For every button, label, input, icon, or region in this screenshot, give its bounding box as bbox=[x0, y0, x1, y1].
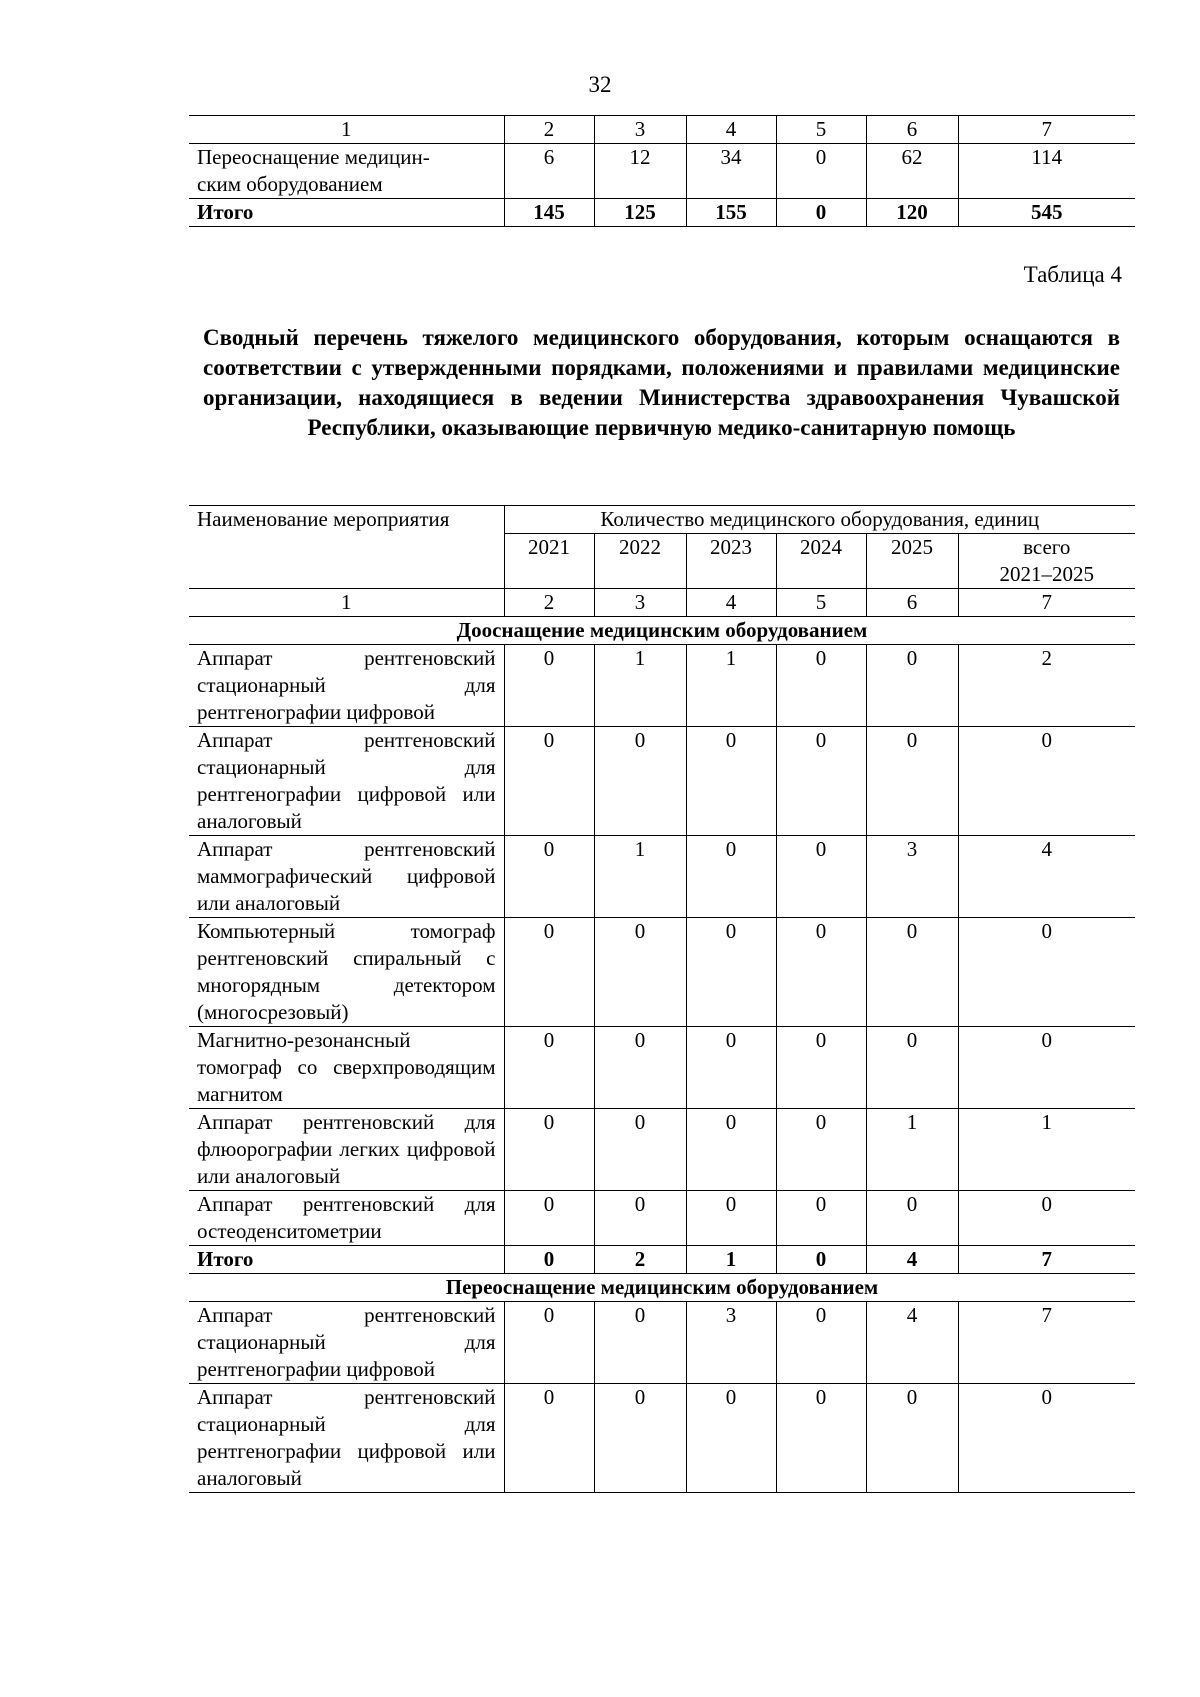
row-value: 0 bbox=[504, 1027, 594, 1109]
row-value: 1 bbox=[594, 836, 686, 918]
row-value: 0 bbox=[504, 1109, 594, 1191]
row-value: 1 bbox=[866, 1109, 958, 1191]
row-name: Аппарат рентгеновский стационарный для рентгенографии цифровой или аналоговый bbox=[189, 727, 504, 836]
column-number: 7 bbox=[958, 589, 1135, 617]
table-row bbox=[189, 727, 1135, 836]
table-row bbox=[189, 645, 1135, 727]
table-title: Сводный перечень тяжелого медицинского оборудования, которым оснащаются в соответствии с утвержденными порядками, положениями и правилами медицинские организации, находящиеся в ведении Министерства здравоохранения Чувашской Республики, оказывающие первичную медико-санитарную помощь bbox=[203, 325, 1120, 440]
column-number: 4 bbox=[686, 589, 776, 617]
row-value: 1 bbox=[958, 1109, 1135, 1191]
year-header: 2025 bbox=[866, 534, 958, 589]
row-value: 0 bbox=[686, 1191, 776, 1246]
row-value: 0 bbox=[686, 1027, 776, 1109]
row-value: 6 bbox=[504, 144, 594, 199]
year-header: 2021 bbox=[504, 534, 594, 589]
row-name: Аппарат рентгеновский маммографический цифровой или аналоговый bbox=[189, 836, 504, 918]
row-value: 0 bbox=[958, 918, 1135, 1027]
year-header: 2022 bbox=[594, 534, 686, 589]
total-row bbox=[189, 1246, 1135, 1274]
row-value: 0 bbox=[776, 1384, 866, 1493]
row-value: 0 bbox=[686, 1109, 776, 1191]
row-name: Аппарат рентгеновский стационарный для рентгенографии цифровой или аналоговый bbox=[189, 1384, 504, 1493]
section-row bbox=[189, 617, 1135, 645]
table-row bbox=[189, 1191, 1135, 1246]
row-value: 0 bbox=[866, 1191, 958, 1246]
row-value: 34 bbox=[686, 144, 776, 199]
row-name: Компьютерный томограф рентгеновский спиральный с многорядным детектором (многосрезовый) bbox=[189, 918, 504, 1027]
table-row bbox=[189, 918, 1135, 1027]
equipment-table-body bbox=[189, 506, 1135, 1493]
table-row bbox=[189, 1109, 1135, 1191]
row-value: 0 bbox=[504, 1384, 594, 1493]
row-value: 0 bbox=[776, 1027, 866, 1109]
column-number: 6 bbox=[866, 116, 958, 144]
row-value: 0 bbox=[594, 918, 686, 1027]
column-number: 4 bbox=[686, 116, 776, 144]
column-number: 7 bbox=[958, 116, 1135, 144]
row-value: 0 bbox=[958, 1027, 1135, 1109]
continued-table-body bbox=[189, 116, 1135, 227]
row-value: 0 bbox=[866, 1384, 958, 1493]
header-row bbox=[189, 506, 1135, 534]
row-value: 4 bbox=[958, 836, 1135, 918]
row-value: 0 bbox=[866, 645, 958, 727]
table-row bbox=[189, 1384, 1135, 1493]
row-value: 3 bbox=[686, 1302, 776, 1384]
row-value: 0 bbox=[866, 918, 958, 1027]
row-value: 2 bbox=[958, 645, 1135, 727]
row-value: 0 bbox=[594, 1191, 686, 1246]
total-year-header: всего 2021–2025 bbox=[958, 534, 1135, 589]
column-number: 3 bbox=[594, 116, 686, 144]
total-value: 7 bbox=[958, 1246, 1135, 1274]
section-row bbox=[189, 1274, 1135, 1302]
row-value: 62 bbox=[866, 144, 958, 199]
row-value: 1 bbox=[686, 645, 776, 727]
table-row bbox=[189, 836, 1135, 918]
row-value: 7 bbox=[958, 1302, 1135, 1384]
row-value: 0 bbox=[776, 1191, 866, 1246]
row-name: Аппарат рентгеновский для флюорографии легких цифровой или аналоговый bbox=[189, 1109, 504, 1191]
row-value: 3 bbox=[866, 836, 958, 918]
row-value: 0 bbox=[594, 727, 686, 836]
column-number: 1 bbox=[189, 589, 504, 617]
column-number: 5 bbox=[776, 589, 866, 617]
row-name: Магнитно-резонансный томограф со сверхпроводящим магнитом bbox=[189, 1027, 504, 1109]
column-number: 5 bbox=[776, 116, 866, 144]
row-value: 0 bbox=[504, 918, 594, 1027]
row-value: 0 bbox=[776, 918, 866, 1027]
continued-table bbox=[189, 115, 1135, 227]
total-label: Итого bbox=[189, 199, 504, 227]
section-title: Дооснащение медицинским оборудованием bbox=[189, 617, 1135, 645]
row-value: 0 bbox=[504, 836, 594, 918]
row-value: 0 bbox=[958, 1191, 1135, 1246]
total-value: 125 bbox=[594, 199, 686, 227]
total-value: 145 bbox=[504, 199, 594, 227]
row-value: 4 bbox=[866, 1302, 958, 1384]
row-name: Аппарат рентгеновский стационарный для рентгенографии цифровой bbox=[189, 645, 504, 727]
row-value: 0 bbox=[776, 727, 866, 836]
total-value: 0 bbox=[776, 199, 866, 227]
row-value: 0 bbox=[686, 918, 776, 1027]
row-value: 0 bbox=[866, 727, 958, 836]
row-value: 0 bbox=[776, 1109, 866, 1191]
quantity-group-header: Количество медицинского оборудования, единиц bbox=[504, 506, 1135, 534]
total-value: 1 bbox=[686, 1246, 776, 1274]
row-value: 12 bbox=[594, 144, 686, 199]
total-value: 120 bbox=[866, 199, 958, 227]
year-header: 2023 bbox=[686, 534, 776, 589]
column-number: 3 bbox=[594, 589, 686, 617]
row-value: 0 bbox=[594, 1302, 686, 1384]
row-value: 0 bbox=[594, 1109, 686, 1191]
row-value: 0 bbox=[686, 727, 776, 836]
row-value: 0 bbox=[776, 836, 866, 918]
row-value: 0 bbox=[594, 1027, 686, 1109]
name-column-header: Наименование мероприятия bbox=[189, 506, 504, 589]
row-value: 0 bbox=[504, 645, 594, 727]
row-value: 0 bbox=[686, 836, 776, 918]
equipment-table bbox=[189, 505, 1135, 1493]
column-number: 2 bbox=[504, 589, 594, 617]
total-value: 155 bbox=[686, 199, 776, 227]
row-value: 0 bbox=[504, 727, 594, 836]
table-row bbox=[189, 1027, 1135, 1109]
table-row bbox=[189, 1302, 1135, 1384]
row-name: Аппарат рентгеновский стационарный для рентгенографии цифровой bbox=[189, 1302, 504, 1384]
page-number: 32 bbox=[588, 72, 612, 97]
table-caption: Таблица 4 bbox=[1023, 262, 1122, 287]
row-value: 0 bbox=[594, 1384, 686, 1493]
section-title: Переоснащение медицинским оборудованием bbox=[189, 1274, 1135, 1302]
row-value: 1 bbox=[594, 645, 686, 727]
row-value: 0 bbox=[776, 1302, 866, 1384]
row-value: 0 bbox=[504, 1191, 594, 1246]
total-value: 2 bbox=[594, 1246, 686, 1274]
row-value: 0 bbox=[776, 144, 866, 199]
row-value: 0 bbox=[958, 1384, 1135, 1493]
table-row bbox=[189, 144, 1135, 199]
total-row bbox=[189, 199, 1135, 227]
row-name: Переоснащение медицин- ским оборудованием bbox=[189, 144, 504, 199]
row-value: 114 bbox=[958, 144, 1135, 199]
column-number-row bbox=[189, 116, 1135, 144]
total-value: 0 bbox=[776, 1246, 866, 1274]
total-label: Итого bbox=[189, 1246, 504, 1274]
row-value: 0 bbox=[866, 1027, 958, 1109]
row-value: 0 bbox=[504, 1302, 594, 1384]
column-number: 6 bbox=[866, 589, 958, 617]
column-number: 2 bbox=[504, 116, 594, 144]
total-value: 4 bbox=[866, 1246, 958, 1274]
column-number-row bbox=[189, 589, 1135, 617]
column-number: 1 bbox=[341, 117, 352, 141]
row-value: 0 bbox=[958, 727, 1135, 836]
row-name: Аппарат рентгеновский для остеоденситометрии bbox=[189, 1191, 504, 1246]
total-value: 0 bbox=[504, 1246, 594, 1274]
total-value: 545 bbox=[958, 199, 1135, 227]
year-header: 2024 bbox=[776, 534, 866, 589]
row-value: 0 bbox=[776, 645, 866, 727]
row-value: 0 bbox=[686, 1384, 776, 1493]
